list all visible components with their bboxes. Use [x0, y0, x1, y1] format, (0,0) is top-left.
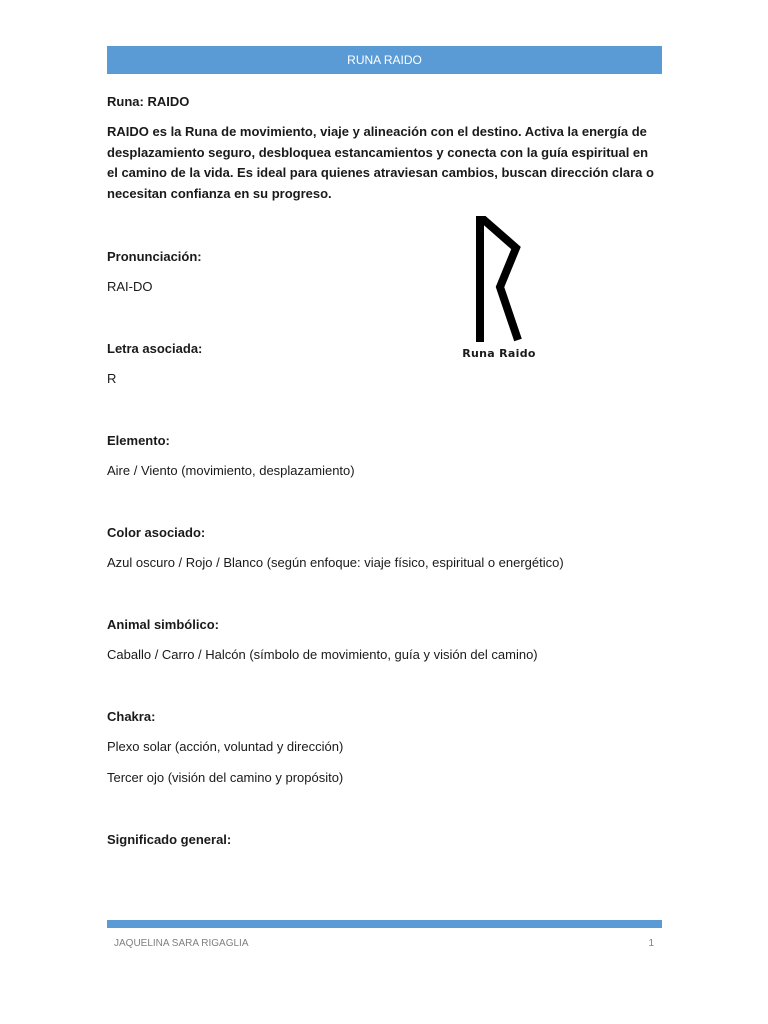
section-label: Significado general: — [107, 832, 232, 847]
section-element — [107, 433, 427, 525]
section-color — [107, 525, 564, 617]
rune-image-caption: Runa Raido — [462, 347, 536, 360]
section-meaning — [107, 832, 427, 924]
section-animal — [107, 617, 538, 709]
section-label: Chakra: — [107, 709, 156, 724]
section-letter — [107, 341, 427, 433]
document-body — [107, 92, 662, 924]
section-value: R — [107, 371, 117, 386]
rune-title: Runa: RAIDO — [107, 94, 190, 109]
section-value: Aire / Viento (movimiento, desplazamiento) — [107, 463, 355, 478]
section-chakra — [107, 709, 427, 832]
section-value: Tercer ojo (visión del camino y propósito) — [107, 770, 344, 785]
section-label: Color asociado: — [107, 525, 206, 540]
header-title: RUNA RAIDO — [347, 53, 422, 67]
section-value: RAI-DO — [107, 279, 153, 294]
rune-intro: RAIDO es la Runa de movimiento, viaje y alineación con el destino. Activa la energía de desplazamiento seguro, desbloquea estancamientos y conecta con la guía espiritual en el camino de la vida. Es ideal para quienes atraviesan cambios, buscan dirección clara o necesitan confianza en su progreso. — [107, 124, 654, 201]
section-value: Azul oscuro / Rojo / Blanco (según enfoque: viaje físico, espiritual o energético) — [107, 555, 564, 570]
page-number: 1 — [648, 938, 654, 949]
section-label: Animal simbólico: — [107, 617, 219, 632]
section-label: Elemento: — [107, 433, 170, 448]
section-pronunciation — [107, 249, 427, 341]
section-value: Caballo / Carro / Halcón (símbolo de movimiento, guía y visión del camino) — [107, 647, 538, 662]
section-value: Plexo solar (acción, voluntad y dirección) — [107, 739, 344, 754]
footer-divider — [107, 920, 662, 928]
page-header — [107, 46, 662, 74]
section-label: Pronunciación: — [107, 249, 202, 264]
footer-author: JAQUELINA SARA RIGAGLIA — [114, 938, 249, 949]
raido-rune-icon — [460, 215, 540, 365]
section-label: Letra asociada: — [107, 341, 203, 356]
